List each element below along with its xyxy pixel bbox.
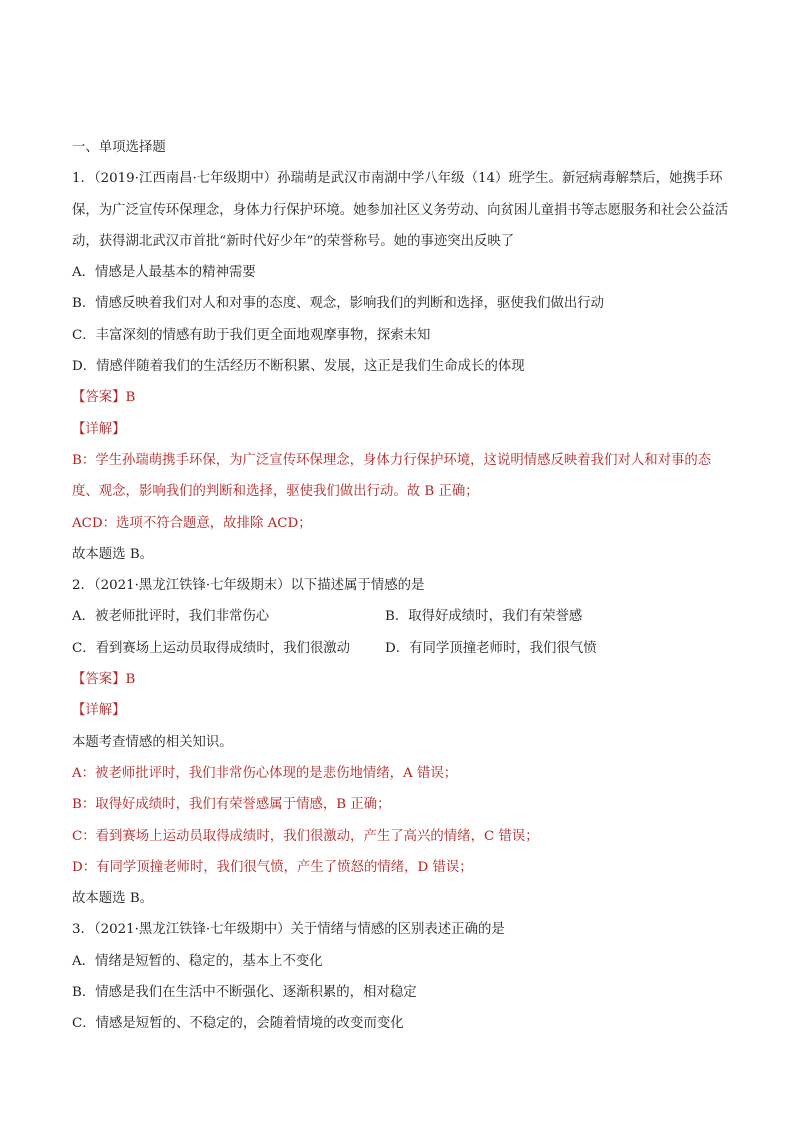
question-2-option-row-1 [72,601,732,632]
question-1-explanation-acd: ACD：选项不符合题意，故排除 ACD； [72,515,312,531]
question-3-option-a: A．情绪是短暂的、稳定的，基本上不变化 [72,953,323,969]
question-3-stem: 3．（2021·黑龙江铁锋·七年级期中）关于情绪与情感的区别表述正确的是 [72,922,505,938]
question-3-option-b: B．情感是我们在生活中不断强化、逐渐积累的，相对稳定 [72,985,417,1001]
question-2-option-row-2 [72,633,732,664]
question-1-option-b: B．情感反映着我们对人和对事的态度、观念，影响我们的判断和选择，驱使我们做出行动 [72,296,605,312]
question-1-option-c: C．丰富深刻的情感有助于我们更全面地观摩事物，探索未知 [72,327,431,343]
document-page [72,132,732,1040]
question-2-explanation-a: A：被老师批评时，我们非常伤心体现的是悲伤地情绪，A 错误； [72,765,458,781]
question-2-explanation-b: B：取得好成绩时，我们有荣誉感属于情感，B 正确； [72,797,391,813]
question-2-answer: 【答案】B [72,672,136,688]
question-1-option-d: D．情感伴随着我们的生活经历不断积累、发展，这正是我们生命成长的体现 [72,359,525,375]
question-2-option-b: B．取得好成绩时，我们有荣誉感 [385,609,583,625]
question-1-conclusion: 故本题选 B。 [72,546,154,562]
question-2-stem: 2．（2021·黑龙江铁锋·七年级期末）以下描述属于情感的是 [72,578,425,594]
question-2-conclusion: 故本题选 B。 [72,891,154,907]
question-2-option-d: D．有同学顶撞老师时，我们很气愤 [385,640,597,656]
question-2-option-c: C．看到赛场上运动员取得成绩时，我们很激动 [72,640,351,656]
question-1-answer: 【答案】B [72,390,136,406]
section-title: 一、单项选择题 [72,140,166,155]
question-1-option-a: A．情感是人最基本的精神需要 [72,265,256,281]
question-2-explanation-c: C：看到赛场上运动员取得成绩时，我们很激动，产生了高兴的情绪，C 错误； [72,828,539,844]
question-1-explanation-b: B：学生孙瑞萌携手环保，为广泛宣传环保理念，身体力行保护环境，这说明情感反映着我们对人和对事的态度、观念，影响我们的判断和选择，驱使我们做出行动。故 B 正确； [72,452,712,500]
question-2-detail-label: 【详解】 [72,703,126,719]
question-1-detail-label: 【详解】 [72,421,126,437]
question-1-stem: 1．（2019·江西南昌·七年级期中）孙瑞萌是武汉市南湖中学八年级（14）班学生。新冠病毒解禁后，她携手环保，为广泛宣传环保理念，身体力行保护环境。她参加社区义务劳动、向贫困儿童捐书等志愿服务和社会公益活动，获得湖北武汉市首批“新时代好少年”的荣誉称号。她的事迹突出反映了 [72,171,729,249]
question-2-option-a: A．被老师批评时，我们非常伤心 [72,609,270,625]
question-2-explanation-d: D：有同学顶撞老师时，我们很气愤，产生了愤怒的情绪，D 错误； [72,859,473,875]
question-2-intro: 本题考查情感的相关知识。 [72,734,233,750]
question-3-option-c: C．情感是短暂的、不稳定的，会随着情境的改变而变化 [72,1016,404,1032]
